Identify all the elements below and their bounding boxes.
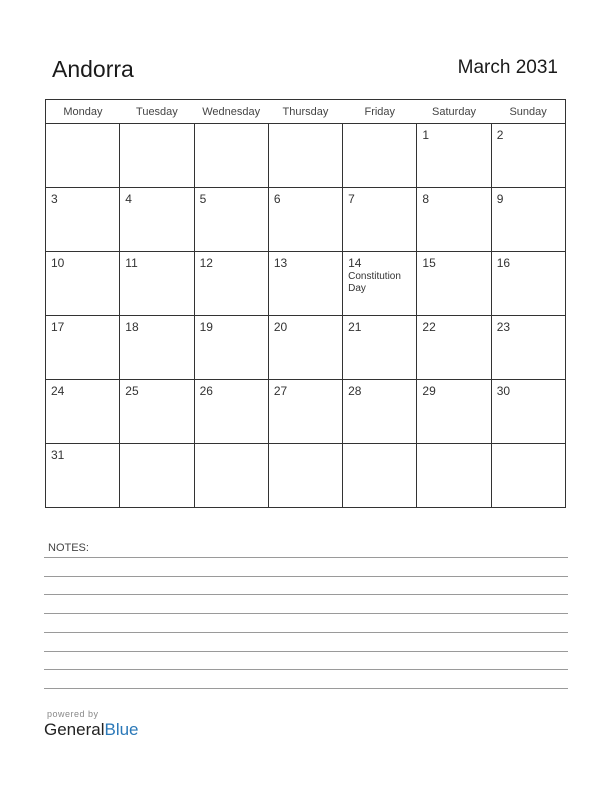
day-number: 7	[348, 192, 355, 206]
day-cell	[491, 252, 565, 316]
day-number: 26	[199, 384, 213, 398]
day-cell	[120, 252, 194, 316]
day-number: 14	[348, 256, 362, 270]
day-number: 9	[496, 192, 504, 206]
logo-blue: Blue	[104, 720, 139, 739]
day-cell	[120, 124, 194, 188]
day-number: 3	[51, 192, 58, 206]
day-number: 4	[125, 192, 132, 206]
week-row	[46, 380, 566, 444]
day-cell	[194, 188, 268, 252]
day-cell	[343, 252, 417, 316]
day-cell	[46, 380, 120, 444]
weekday-header-row	[46, 100, 566, 124]
day-cell	[46, 188, 120, 252]
day-number: 13	[273, 256, 288, 270]
day-cell	[491, 188, 565, 252]
weekday-thursday: Thursday	[268, 100, 342, 124]
day-cell	[268, 380, 342, 444]
day-number: 8	[422, 192, 430, 206]
note-line	[44, 632, 568, 633]
day-cell	[417, 316, 491, 380]
day-number: 16	[496, 256, 511, 270]
day-cell	[491, 316, 565, 380]
day-number: 10	[51, 256, 65, 270]
day-number: 28	[348, 384, 362, 398]
day-cell	[194, 444, 268, 508]
day-cell	[46, 124, 120, 188]
day-cell	[268, 316, 342, 380]
week-row	[46, 444, 566, 508]
note-line	[44, 594, 568, 595]
day-cell	[194, 316, 268, 380]
day-number: 15	[422, 256, 436, 270]
note-line	[44, 651, 568, 652]
day-number: 17	[51, 320, 65, 334]
day-number: 12	[199, 256, 213, 270]
day-cell	[417, 444, 491, 508]
day-cell	[268, 124, 342, 188]
weekday-monday: Monday	[46, 100, 120, 124]
day-number: 29	[422, 384, 436, 398]
note-line	[44, 557, 568, 558]
day-cell	[120, 316, 194, 380]
day-cell	[268, 444, 342, 508]
week-row	[46, 252, 566, 316]
day-cell	[343, 124, 417, 188]
day-number: 19	[199, 320, 213, 334]
day-cell	[120, 380, 194, 444]
note-line	[44, 669, 568, 670]
day-cell	[268, 188, 342, 252]
day-cell	[268, 252, 342, 316]
logo-general: General	[44, 720, 105, 739]
day-cell	[194, 124, 268, 188]
day-number: 20	[273, 320, 288, 334]
day-number: 11	[125, 256, 138, 270]
note-line	[44, 613, 568, 614]
day-number: 24	[51, 384, 65, 398]
weekday-sunday: Sunday	[491, 100, 565, 124]
day-number: 23	[496, 320, 511, 334]
notes-label: NOTES:	[48, 542, 89, 554]
day-number: 25	[125, 384, 139, 398]
weekday-saturday: Saturday	[417, 100, 491, 124]
day-number: 2	[496, 128, 504, 142]
note-line	[44, 688, 568, 689]
month-title: March 2031	[457, 57, 558, 78]
day-number: 18	[125, 320, 139, 334]
day-cell	[343, 316, 417, 380]
day-number: 5	[199, 192, 207, 206]
note-line	[44, 576, 568, 577]
generalblue-logo[interactable]	[44, 720, 139, 740]
day-cell	[46, 444, 120, 508]
day-cell	[343, 444, 417, 508]
day-cell	[343, 188, 417, 252]
week-row	[46, 188, 566, 252]
day-cell	[491, 444, 565, 508]
day-number: 27	[273, 384, 288, 398]
day-number: 6	[273, 192, 281, 206]
day-cell	[417, 124, 491, 188]
day-number: 22	[422, 320, 436, 334]
weekday-tuesday: Tuesday	[120, 100, 194, 124]
day-number: 31	[51, 448, 65, 462]
powered-by-text: powered by	[47, 709, 99, 719]
day-number: 21	[348, 320, 362, 334]
weekday-friday: Friday	[343, 100, 417, 124]
week-row	[46, 124, 566, 188]
weekday-wednesday: Wednesday	[194, 100, 268, 124]
day-number: 1	[422, 128, 430, 142]
country-title: Andorra	[52, 56, 134, 82]
day-cell	[491, 380, 565, 444]
day-cell	[417, 252, 491, 316]
day-cell	[194, 380, 268, 444]
holiday-label: Constitution Day	[348, 271, 401, 294]
day-cell	[417, 380, 491, 444]
day-cell	[120, 444, 194, 508]
calendar-grid	[45, 99, 566, 508]
day-cell	[491, 124, 565, 188]
day-cell	[417, 188, 491, 252]
day-cell	[194, 252, 268, 316]
day-cell	[120, 188, 194, 252]
day-number: 30	[496, 384, 511, 398]
day-cell	[46, 316, 120, 380]
day-cell	[46, 252, 120, 316]
day-cell	[343, 380, 417, 444]
week-row	[46, 316, 566, 380]
